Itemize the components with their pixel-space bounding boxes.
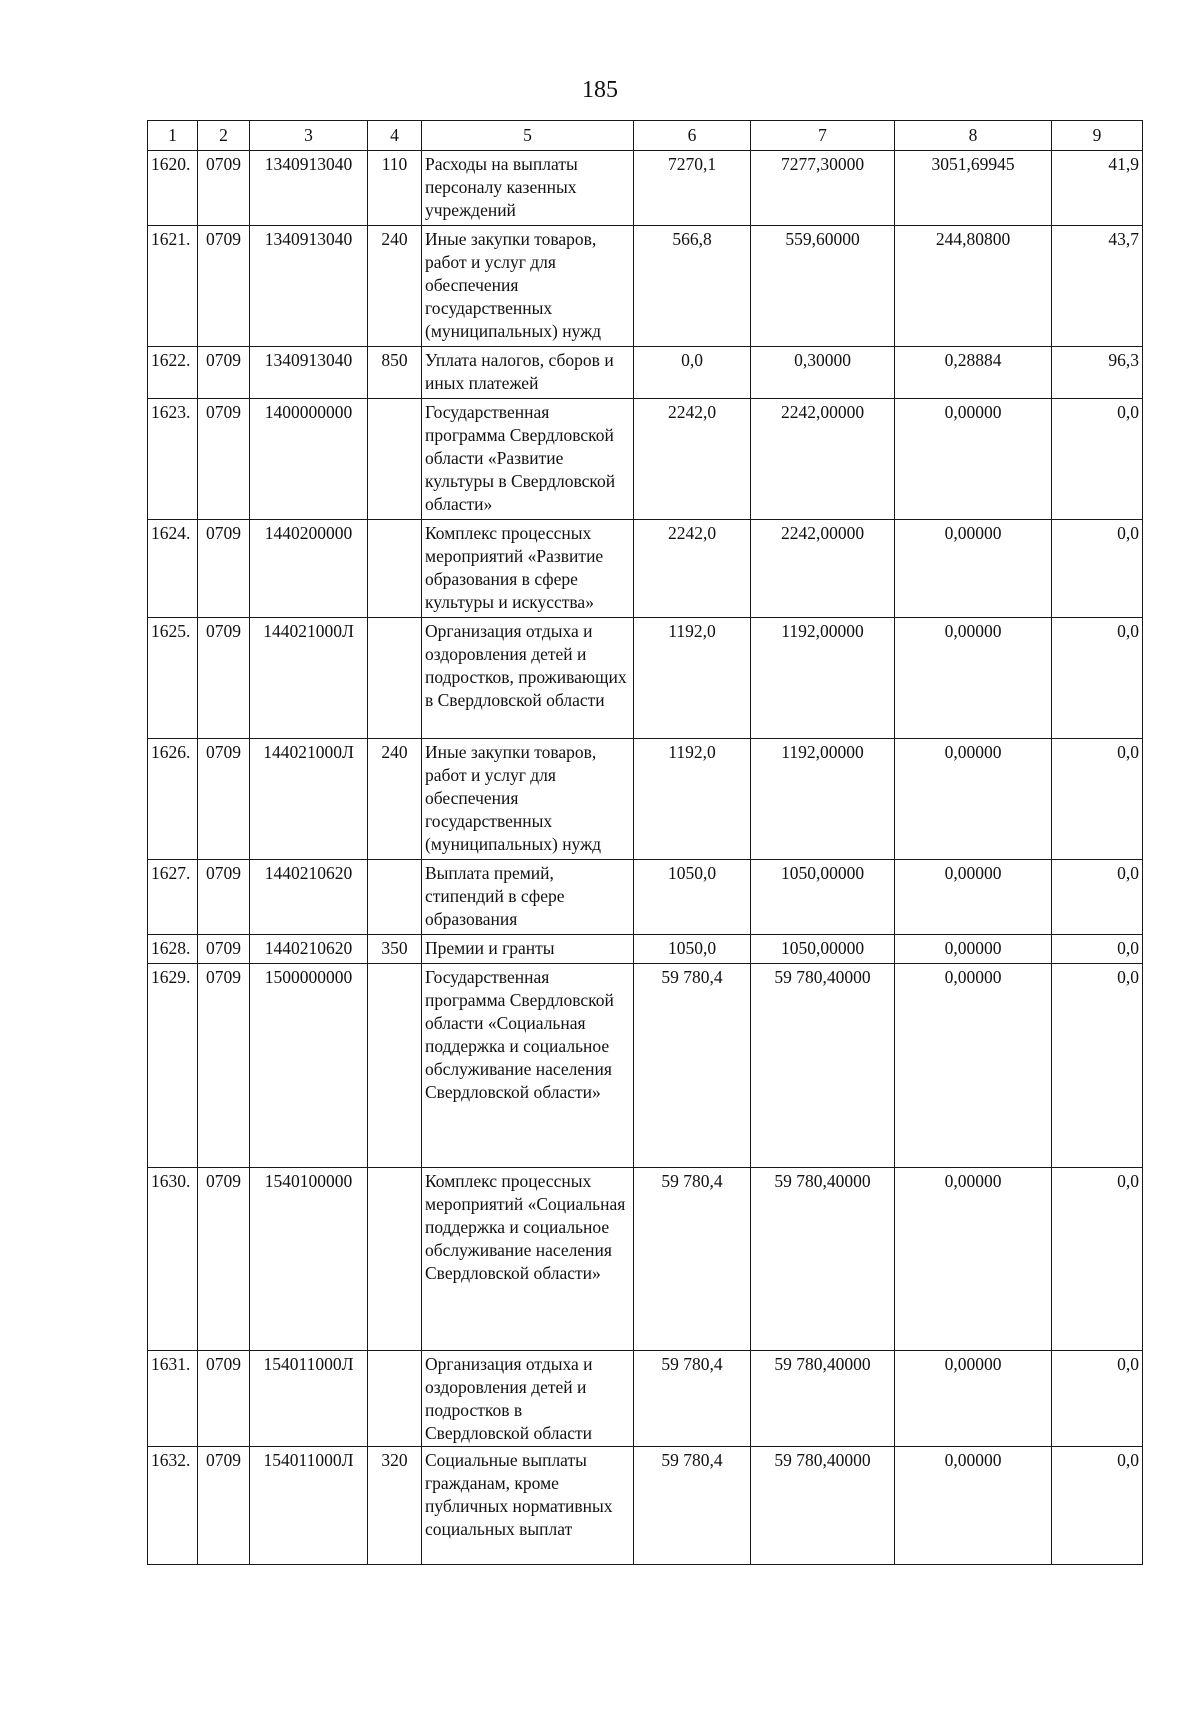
header-col-2: 2 xyxy=(198,121,250,151)
row-number: 1622. xyxy=(148,347,198,399)
item-name: Организация отдыха и оздоровления детей и подростков, проживающих в Свердловской области xyxy=(422,618,634,739)
table-row xyxy=(148,935,1143,964)
value-col-7: 1050,00000 xyxy=(751,935,895,964)
page-number: 185 xyxy=(582,77,618,103)
expense-type: 240 xyxy=(368,226,422,347)
value-col-7: 2242,00000 xyxy=(751,399,895,520)
expense-type: 110 xyxy=(368,151,422,226)
value-col-9: 43,7 xyxy=(1052,226,1143,347)
expense-type xyxy=(368,964,422,1168)
header-row xyxy=(148,121,1143,151)
table-row xyxy=(148,1168,1143,1351)
header-col-5: 5 xyxy=(422,121,634,151)
value-col-6: 59 780,4 xyxy=(634,1168,751,1351)
value-col-6: 59 780,4 xyxy=(634,1351,751,1447)
value-col-6: 0,0 xyxy=(634,347,751,399)
table-row xyxy=(148,860,1143,935)
row-number: 1623. xyxy=(148,399,198,520)
header-col-6: 6 xyxy=(634,121,751,151)
expense-type: 350 xyxy=(368,935,422,964)
value-col-8: 0,00000 xyxy=(895,964,1052,1168)
value-col-8: 0,00000 xyxy=(895,935,1052,964)
section-code: 0709 xyxy=(198,935,250,964)
value-col-7: 1192,00000 xyxy=(751,618,895,739)
value-col-9: 0,0 xyxy=(1052,1168,1143,1351)
row-number: 1632. xyxy=(148,1447,198,1565)
target-code: 144021000Л xyxy=(250,618,368,739)
value-col-8: 0,28884 xyxy=(895,347,1052,399)
item-name: Иные закупки товаров, работ и услуг для обеспечения государственных (муниципальных) нужд xyxy=(422,739,634,860)
value-col-7: 1192,00000 xyxy=(751,739,895,860)
expense-type xyxy=(368,1168,422,1351)
section-code: 0709 xyxy=(198,618,250,739)
table-row xyxy=(148,347,1143,399)
table-row xyxy=(148,618,1143,739)
target-code: 154011000Л xyxy=(250,1447,368,1565)
item-name: Комплекс процессных мероприятий «Развитие образования в сфере культуры и искусства» xyxy=(422,520,634,618)
item-name: Социальные выплаты гражданам, кроме публичных нормативных социальных выплат xyxy=(422,1447,634,1565)
value-col-7: 59 780,40000 xyxy=(751,1351,895,1447)
value-col-7: 59 780,40000 xyxy=(751,1447,895,1565)
value-col-7: 559,60000 xyxy=(751,226,895,347)
value-col-8: 3051,69945 xyxy=(895,151,1052,226)
value-col-8: 0,00000 xyxy=(895,520,1052,618)
item-name: Премии и гранты xyxy=(422,935,634,964)
value-col-8: 244,80800 xyxy=(895,226,1052,347)
budget-table xyxy=(147,120,1143,1565)
value-col-6: 2242,0 xyxy=(634,399,751,520)
row-number: 1624. xyxy=(148,520,198,618)
section-code: 0709 xyxy=(198,520,250,618)
item-name: Выплата премий, стипендий в сфере образования xyxy=(422,860,634,935)
value-col-9: 0,0 xyxy=(1052,399,1143,520)
value-col-6: 1192,0 xyxy=(634,739,751,860)
expense-type xyxy=(368,520,422,618)
row-number: 1621. xyxy=(148,226,198,347)
value-col-7: 1050,00000 xyxy=(751,860,895,935)
expense-type xyxy=(368,860,422,935)
table-row xyxy=(148,1351,1143,1447)
section-code: 0709 xyxy=(198,860,250,935)
value-col-7: 59 780,40000 xyxy=(751,964,895,1168)
expense-type xyxy=(368,399,422,520)
target-code: 144021000Л xyxy=(250,739,368,860)
value-col-6: 566,8 xyxy=(634,226,751,347)
value-col-9: 0,0 xyxy=(1052,739,1143,860)
section-code: 0709 xyxy=(198,347,250,399)
value-col-8: 0,00000 xyxy=(895,618,1052,739)
item-name: Государственная программа Свердловской области «Социальная поддержка и социальное обслуживание населения Свердловской области» xyxy=(422,964,634,1168)
table-row xyxy=(148,1447,1143,1565)
value-col-6: 59 780,4 xyxy=(634,964,751,1168)
row-number: 1625. xyxy=(148,618,198,739)
table-body xyxy=(148,151,1143,1565)
header-col-4: 4 xyxy=(368,121,422,151)
table-row xyxy=(148,964,1143,1168)
value-col-8: 0,00000 xyxy=(895,1447,1052,1565)
value-col-7: 0,30000 xyxy=(751,347,895,399)
item-name: Расходы на выплаты персоналу казенных учреждений xyxy=(422,151,634,226)
value-col-6: 1050,0 xyxy=(634,860,751,935)
row-number: 1626. xyxy=(148,739,198,860)
table-row xyxy=(148,226,1143,347)
expense-type: 320 xyxy=(368,1447,422,1565)
target-code: 1440210620 xyxy=(250,935,368,964)
row-number: 1620. xyxy=(148,151,198,226)
value-col-9: 0,0 xyxy=(1052,1351,1143,1447)
target-code: 1440210620 xyxy=(250,860,368,935)
table-row xyxy=(148,399,1143,520)
value-col-8: 0,00000 xyxy=(895,399,1052,520)
value-col-8: 0,00000 xyxy=(895,860,1052,935)
expense-type: 850 xyxy=(368,347,422,399)
value-col-9: 0,0 xyxy=(1052,935,1143,964)
value-col-7: 59 780,40000 xyxy=(751,1168,895,1351)
section-code: 0709 xyxy=(198,1447,250,1565)
target-code: 1400000000 xyxy=(250,399,368,520)
row-number: 1627. xyxy=(148,860,198,935)
table-row xyxy=(148,151,1143,226)
section-code: 0709 xyxy=(198,739,250,860)
item-name: Организация отдыха и оздоровления детей и подростков в Свердловской области xyxy=(422,1351,634,1447)
value-col-9: 0,0 xyxy=(1052,618,1143,739)
value-col-9: 0,0 xyxy=(1052,964,1143,1168)
target-code: 1340913040 xyxy=(250,347,368,399)
header-col-7: 7 xyxy=(751,121,895,151)
row-number: 1631. xyxy=(148,1351,198,1447)
row-number: 1630. xyxy=(148,1168,198,1351)
item-name: Комплекс процессных мероприятий «Социальная поддержка и социальное обслуживание населения Свердловской области» xyxy=(422,1168,634,1351)
value-col-6: 7270,1 xyxy=(634,151,751,226)
expense-type xyxy=(368,618,422,739)
value-col-6: 1050,0 xyxy=(634,935,751,964)
header-col-1: 1 xyxy=(148,121,198,151)
target-code: 1500000000 xyxy=(250,964,368,1168)
item-name: Государственная программа Свердловской области «Развитие культуры в Свердловской области» xyxy=(422,399,634,520)
value-col-6: 1192,0 xyxy=(634,618,751,739)
header-col-3: 3 xyxy=(250,121,368,151)
value-col-6: 2242,0 xyxy=(634,520,751,618)
header-col-8: 8 xyxy=(895,121,1052,151)
value-col-9: 96,3 xyxy=(1052,347,1143,399)
value-col-9: 0,0 xyxy=(1052,860,1143,935)
target-code: 1340913040 xyxy=(250,226,368,347)
item-name: Иные закупки товаров, работ и услуг для обеспечения государственных (муниципальных) нужд xyxy=(422,226,634,347)
section-code: 0709 xyxy=(198,226,250,347)
target-code: 1540100000 xyxy=(250,1168,368,1351)
table-row xyxy=(148,520,1143,618)
value-col-9: 41,9 xyxy=(1052,151,1143,226)
target-code: 154011000Л xyxy=(250,1351,368,1447)
expense-type xyxy=(368,1351,422,1447)
target-code: 1340913040 xyxy=(250,151,368,226)
value-col-8: 0,00000 xyxy=(895,1351,1052,1447)
table-row xyxy=(148,739,1143,860)
value-col-6: 59 780,4 xyxy=(634,1447,751,1565)
value-col-9: 0,0 xyxy=(1052,1447,1143,1565)
section-code: 0709 xyxy=(198,964,250,1168)
value-col-8: 0,00000 xyxy=(895,1168,1052,1351)
section-code: 0709 xyxy=(198,151,250,226)
header-col-9: 9 xyxy=(1052,121,1143,151)
row-number: 1628. xyxy=(148,935,198,964)
expense-type: 240 xyxy=(368,739,422,860)
value-col-7: 2242,00000 xyxy=(751,520,895,618)
value-col-9: 0,0 xyxy=(1052,520,1143,618)
row-number: 1629. xyxy=(148,964,198,1168)
table-header xyxy=(148,121,1143,151)
section-code: 0709 xyxy=(198,1351,250,1447)
section-code: 0709 xyxy=(198,1168,250,1351)
value-col-8: 0,00000 xyxy=(895,739,1052,860)
section-code: 0709 xyxy=(198,399,250,520)
value-col-7: 7277,30000 xyxy=(751,151,895,226)
item-name: Уплата налогов, сборов и иных платежей xyxy=(422,347,634,399)
target-code: 1440200000 xyxy=(250,520,368,618)
